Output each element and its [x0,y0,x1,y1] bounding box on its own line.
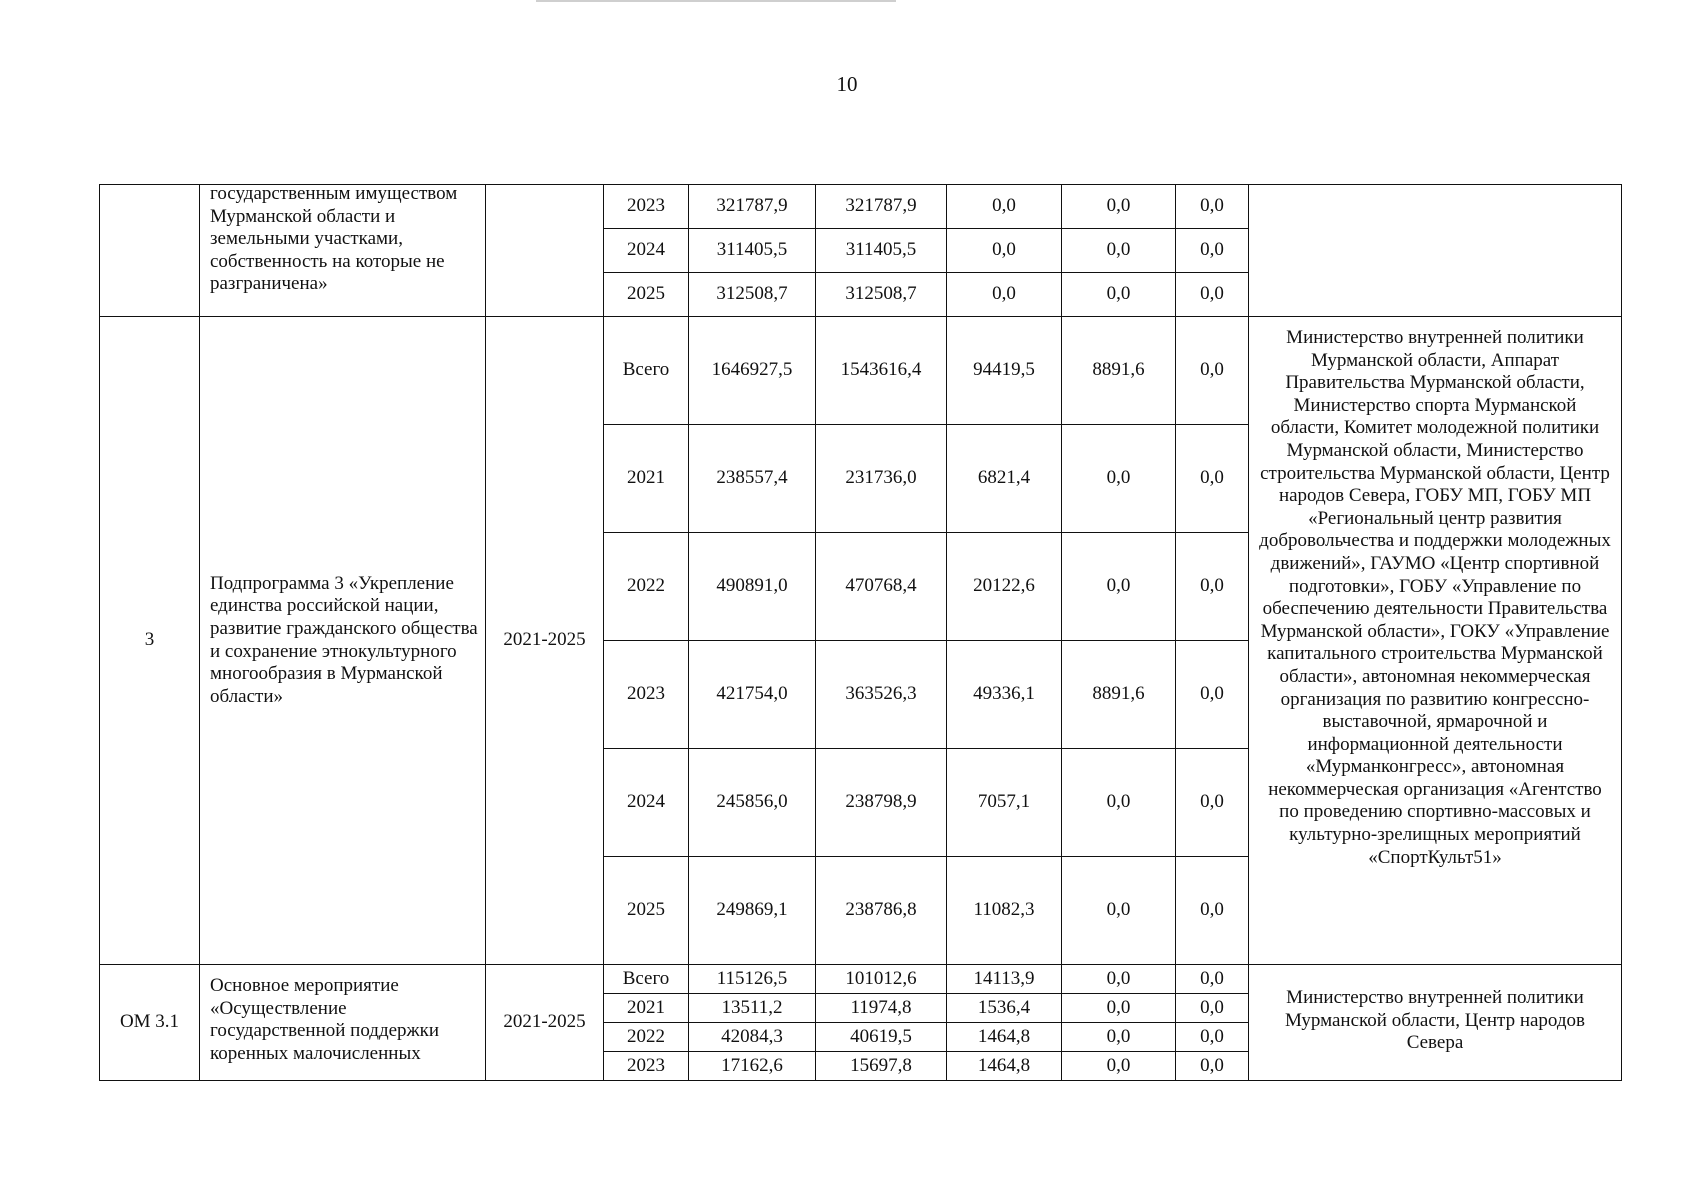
regional-budget-cell: 470768,4 [816,533,947,641]
total-cell: 421754,0 [689,641,816,749]
row-number-cell [100,185,200,317]
row-number-cell: ОМ 3.1 [100,965,200,1081]
page-number: 10 [836,72,858,96]
local-budget-cell: 0,0 [1062,185,1176,229]
federal-budget-cell: 1464,8 [947,1052,1062,1081]
other-sources-cell: 0,0 [1176,749,1249,857]
regional-budget-cell: 321787,9 [816,185,947,229]
federal-budget-cell: 0,0 [947,273,1062,317]
period-cell [486,185,604,317]
other-sources-cell: 0,0 [1176,641,1249,749]
total-cell: 13511,2 [689,994,816,1023]
year-cell: 2022 [604,533,689,641]
total-cell: 249869,1 [689,857,816,965]
local-budget-cell: 0,0 [1062,857,1176,965]
year-cell: 2025 [604,857,689,965]
local-budget-cell: 0,0 [1062,749,1176,857]
local-budget-cell: 0,0 [1062,1052,1176,1081]
regional-budget-cell: 311405,5 [816,229,947,273]
other-sources-cell: 0,0 [1176,965,1249,994]
regional-budget-cell: 11974,8 [816,994,947,1023]
other-sources-cell: 0,0 [1176,533,1249,641]
regional-budget-cell: 1543616,4 [816,317,947,425]
federal-budget-cell: 20122,6 [947,533,1062,641]
local-budget-cell: 0,0 [1062,533,1176,641]
table-row [100,185,1622,229]
local-budget-cell: 0,0 [1062,965,1176,994]
total-cell: 321787,9 [689,185,816,229]
federal-budget-cell: 6821,4 [947,425,1062,533]
program-name-cell: Основное мероприятие «Осуществление государственной поддержки коренных малочисленных [200,965,486,1081]
regional-budget-cell: 363526,3 [816,641,947,749]
year-cell: 2025 [604,273,689,317]
program-name-cell: Подпрограмма 3 «Укрепление единства российской нации, развитие гражданского общества и сохранение этнокультурного многообразия в Мурманской области» [200,317,486,965]
program-name-cell: государственным имуществом Мурманской области и земельными участками, собственность на которые не разграничена» [200,185,486,317]
local-budget-cell: 0,0 [1062,1023,1176,1052]
federal-budget-cell: 94419,5 [947,317,1062,425]
executors-cell: Министерство внутренней политики Мурманской области, Центр народов Севера [1249,965,1622,1081]
total-cell: 312508,7 [689,273,816,317]
total-cell: 238557,4 [689,425,816,533]
year-cell: 2021 [604,994,689,1023]
federal-budget-cell: 7057,1 [947,749,1062,857]
regional-budget-cell: 312508,7 [816,273,947,317]
other-sources-cell: 0,0 [1176,185,1249,229]
period-cell: 2021-2025 [486,317,604,965]
other-sources-cell: 0,0 [1176,425,1249,533]
total-cell: 115126,5 [689,965,816,994]
total-cell: 490891,0 [689,533,816,641]
total-cell: 1646927,5 [689,317,816,425]
total-cell: 245856,0 [689,749,816,857]
year-cell: 2023 [604,185,689,229]
regional-budget-cell: 101012,6 [816,965,947,994]
total-cell: 17162,6 [689,1052,816,1081]
other-sources-cell: 0,0 [1176,1023,1249,1052]
funding-table [99,184,1622,1081]
executors-cell: Министерство внутренней политики Мурманской области, Аппарат Правительства Мурманской области, Министерство спорта Мурманской области, Комитет молодежной политики Мурманской области, Министерство строительства Мурманской области, Центр народов Севера, ГОБУ МП, ГОБУ МП «Региональный центр развития добровольчества и поддержки молодежных движений», ГАУМО «Центр спортивной подготовки», ГОБУ «Управление по обеспечению деятельности Правительства Мурманской области», ГОКУ «Управление капитального строительства Мурманской области», автономная некоммерческая организация по развитию конгрессно-выставочной, ярмарочной и информационной деятельности «Мурманконгресс», автономная некоммерческая организация «Агентство по проведению спортивно-массовых и культурно-зрелищных мероприятий «СпортКульт51» [1249,317,1622,965]
federal-budget-cell: 14113,9 [947,965,1062,994]
local-budget-cell: 0,0 [1062,425,1176,533]
federal-budget-cell: 1464,8 [947,1023,1062,1052]
year-cell: 2022 [604,1023,689,1052]
scan-artifact [536,0,896,2]
year-cell: 2024 [604,749,689,857]
federal-budget-cell: 1536,4 [947,994,1062,1023]
other-sources-cell: 0,0 [1176,273,1249,317]
year-cell: Всего [604,965,689,994]
period-cell: 2021-2025 [486,965,604,1081]
row-number-cell: 3 [100,317,200,965]
federal-budget-cell: 11082,3 [947,857,1062,965]
other-sources-cell: 0,0 [1176,1052,1249,1081]
year-cell: Всего [604,317,689,425]
local-budget-cell: 0,0 [1062,229,1176,273]
federal-budget-cell: 49336,1 [947,641,1062,749]
total-cell: 311405,5 [689,229,816,273]
regional-budget-cell: 40619,5 [816,1023,947,1052]
other-sources-cell: 0,0 [1176,994,1249,1023]
regional-budget-cell: 238798,9 [816,749,947,857]
table-row [100,965,1622,994]
other-sources-cell: 0,0 [1176,317,1249,425]
table-row [100,317,1622,425]
local-budget-cell: 0,0 [1062,994,1176,1023]
year-cell: 2023 [604,1052,689,1081]
regional-budget-cell: 238786,8 [816,857,947,965]
regional-budget-cell: 15697,8 [816,1052,947,1081]
federal-budget-cell: 0,0 [947,229,1062,273]
regional-budget-cell: 231736,0 [816,425,947,533]
local-budget-cell: 8891,6 [1062,317,1176,425]
local-budget-cell: 8891,6 [1062,641,1176,749]
year-cell: 2023 [604,641,689,749]
other-sources-cell: 0,0 [1176,229,1249,273]
year-cell: 2021 [604,425,689,533]
federal-budget-cell: 0,0 [947,185,1062,229]
local-budget-cell: 0,0 [1062,273,1176,317]
other-sources-cell: 0,0 [1176,857,1249,965]
total-cell: 42084,3 [689,1023,816,1052]
executors-cell [1249,185,1622,317]
year-cell: 2024 [604,229,689,273]
